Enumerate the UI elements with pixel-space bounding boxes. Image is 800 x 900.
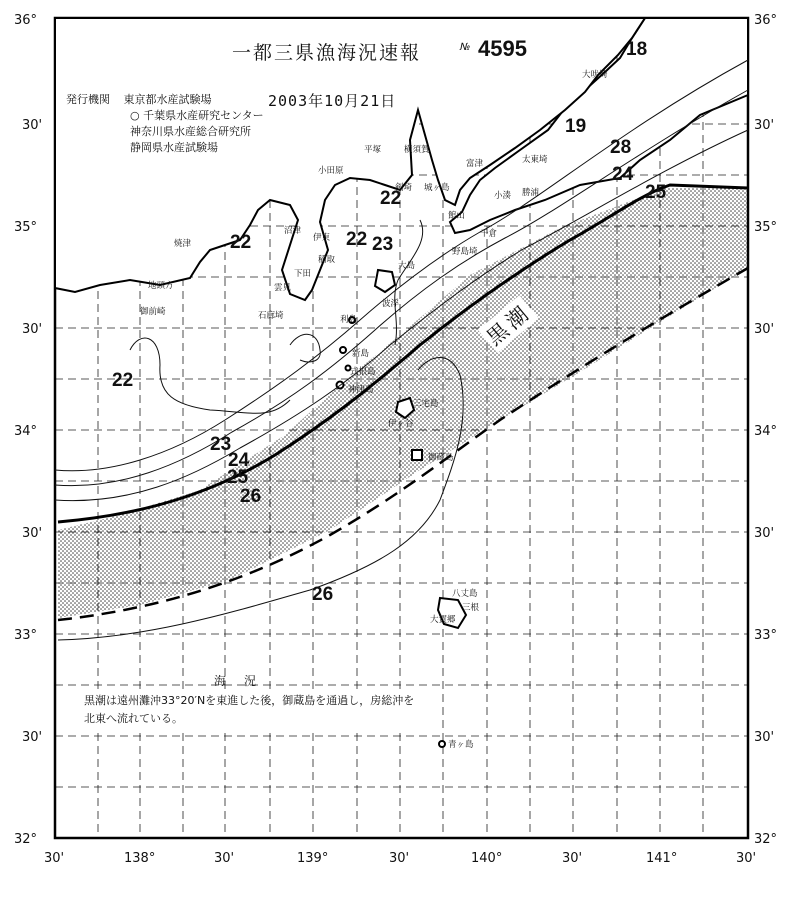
lon-label: 140° — [471, 851, 503, 866]
kuroshio-label: 黒潮 — [478, 295, 539, 353]
place-label: 平塚 — [364, 145, 382, 155]
place-label: 三宅島 — [413, 399, 439, 409]
sea-conditions-title: 海 況 — [214, 674, 260, 688]
place-label: 神津島 — [348, 385, 374, 395]
place-label: 御蔵島 — [428, 453, 454, 463]
isotherm-label: 25 — [645, 182, 667, 203]
place-label: 青ヶ島 — [448, 740, 474, 750]
lon-label: 139° — [297, 851, 329, 866]
sea-conditions-text: 黒潮は遠州灘沖33°20′Nを東進した後，御蔵島を通過し，房総沖を北東へ流れている。 — [84, 692, 424, 728]
lat-label: 36° — [14, 13, 38, 28]
place-label: 御前崎 — [140, 307, 166, 317]
isotherm-label: 26 — [312, 584, 334, 605]
place-label: 波浮 — [382, 299, 400, 309]
issuer-org: 東京都水産試験場 — [123, 93, 212, 106]
place-label: 式根島 — [350, 367, 376, 377]
place-label: 大島 — [398, 261, 416, 271]
isotherm-label: 22 — [112, 370, 134, 391]
bulletin-title: 一都三県漁海況速報 — [232, 42, 422, 64]
lat-label: 32° — [754, 832, 778, 847]
lat-label: 35° — [14, 220, 38, 235]
niijima — [340, 347, 346, 353]
place-label: 沼津 — [284, 226, 302, 236]
place-label: 野島埼 — [452, 247, 478, 257]
latitude-labels-left — [14, 13, 42, 847]
issue-number-prefix: № — [460, 42, 471, 53]
lat-label: 30' — [22, 526, 43, 541]
place-label: 富津 — [466, 159, 484, 169]
issue-number: 4595 — [478, 36, 527, 61]
isotherm-label: 22 — [346, 229, 368, 250]
lon-label: 30' — [44, 851, 65, 866]
isotherm-label: 23 — [372, 234, 394, 255]
station-marker-icon: ○ — [130, 109, 144, 122]
isotherm-label: 24 — [612, 164, 634, 185]
aogashima — [439, 741, 445, 747]
isotherm-label: 24 — [228, 450, 250, 471]
lon-label: 141° — [646, 851, 678, 866]
issuer-org: 静岡県水産試験場 — [130, 141, 218, 154]
issuer-row — [130, 108, 264, 124]
lat-label: 30' — [754, 118, 775, 133]
isotherm-label: 18 — [626, 39, 648, 60]
place-label: 八丈島 — [452, 589, 478, 599]
issuer-label: 発行機関 — [66, 93, 110, 106]
place-label: 伊ヶ谷 — [388, 419, 414, 429]
lon-label: 138° — [124, 851, 156, 866]
place-label: 大吠埼 — [582, 70, 608, 80]
issuer-row — [130, 140, 264, 156]
place-label: 焼津 — [174, 239, 192, 249]
mikurajima — [412, 450, 422, 460]
place-label: 利島 — [340, 315, 358, 325]
lat-label: 36° — [754, 13, 778, 28]
issue-date: 2003年10月21日 — [268, 92, 397, 110]
issuer-row — [66, 92, 264, 108]
lon-label: 30' — [389, 851, 410, 866]
place-label: 伊東 — [313, 233, 331, 243]
lon-label: 30' — [736, 851, 757, 866]
isotherm-label: 22 — [230, 232, 252, 253]
place-label: 千倉 — [480, 229, 498, 239]
isotherm-label: 25 — [227, 467, 249, 488]
isotherm-label: 26 — [240, 486, 262, 507]
lat-label: 30' — [22, 730, 43, 745]
place-label: 雲見 — [274, 283, 292, 293]
lat-label: 32° — [14, 832, 38, 847]
lat-label: 30' — [22, 322, 43, 337]
isotherm-label: 23 — [210, 434, 232, 455]
lat-label: 33° — [754, 628, 778, 643]
lat-label: 30' — [22, 118, 43, 133]
lat-label: 34° — [14, 424, 38, 439]
place-label: 下田 — [294, 269, 312, 279]
longitude-labels-bottom — [44, 851, 756, 866]
place-label: 太東埼 — [522, 155, 548, 165]
place-label: 小湊 — [494, 191, 512, 201]
place-label: 剣埼 — [395, 183, 413, 193]
place-label: 大賀郷 — [430, 615, 456, 625]
place-label: 三根 — [462, 603, 480, 613]
lon-label: 30' — [562, 851, 583, 866]
izu-oshima — [375, 270, 395, 292]
issuing-organizations — [66, 92, 264, 156]
lat-label: 33° — [14, 628, 38, 643]
place-label: 地頭方 — [148, 281, 174, 291]
lat-label: 35° — [754, 220, 778, 235]
place-label: 新島 — [352, 349, 370, 359]
issuer-org: 神奈川県水産総合研究所 — [130, 125, 251, 138]
isotherm-label: 22 — [380, 188, 402, 209]
lat-label: 30' — [754, 526, 775, 541]
lat-label: 34° — [754, 424, 778, 439]
place-label: 勝浦 — [522, 188, 540, 198]
lat-label: 30' — [754, 322, 775, 337]
place-label: 稲取 — [318, 255, 336, 265]
place-label: 横須賀 — [404, 145, 430, 155]
latitude-labels-right — [754, 13, 777, 847]
place-label: 館山 — [448, 211, 466, 221]
lon-label: 30' — [214, 851, 235, 866]
issuer-row — [130, 124, 264, 140]
issuer-org: 千葉県水産研究センター — [143, 109, 264, 122]
isotherm-label: 19 — [565, 116, 587, 137]
place-label: 城ヶ島 — [424, 183, 450, 193]
place-label: 小田原 — [318, 166, 344, 176]
place-label: 石廊埼 — [258, 311, 284, 321]
lat-label: 30' — [754, 730, 775, 745]
isotherm-label: 28 — [610, 137, 632, 158]
